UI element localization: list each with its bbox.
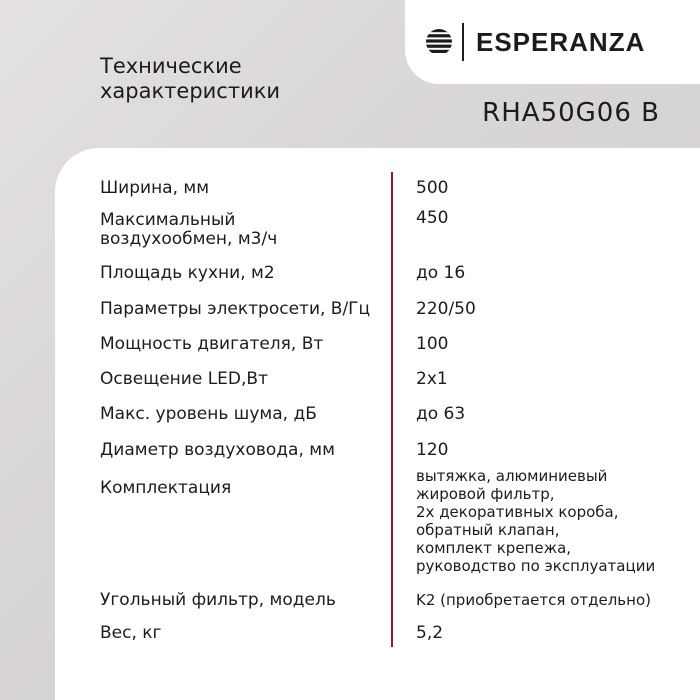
globe-stripes-icon <box>425 28 453 56</box>
spec-value-package-line-2: жировой фильтр, <box>416 485 555 503</box>
spec-value-motor-power: 100 <box>416 334 449 354</box>
brand-logo-card <box>405 0 700 84</box>
spec-label-carbon-filter: Угольный фильтр, модель <box>100 590 336 610</box>
page-title <box>100 54 280 104</box>
spec-value-package-line-4: обратный клапан, <box>416 521 560 539</box>
model-number: RHA50G06 B <box>482 98 660 128</box>
spec-label-airflow-line-1: Максимальный <box>100 210 236 230</box>
spec-value-carbon-filter: K2 (приобретается отдельно) <box>416 591 651 609</box>
spec-label-motor-power: Мощность двигателя, Вт <box>100 334 324 354</box>
page-title-line-1: Технические <box>100 54 242 78</box>
page-title-line-2: характеристики <box>100 79 281 103</box>
spec-value-noise: до 63 <box>416 404 466 424</box>
spec-label-weight: Вес, кг <box>100 623 162 643</box>
column-divider <box>391 172 393 647</box>
spec-value-airflow: 450 <box>416 208 449 228</box>
spec-value-weight: 5,2 <box>416 623 444 643</box>
spec-value-duct: 120 <box>416 440 449 460</box>
spec-value-package-line-3: 2х декоративных короба, <box>416 503 619 521</box>
brand-name: ESPERANZA <box>476 26 646 57</box>
spec-label-airflow-line-2: воздухообмен, м3/ч <box>100 229 278 249</box>
spec-label-power-supply: Параметры электросети, В/Гц <box>100 299 371 319</box>
spec-value-package-line-5: комплект крепежа, <box>416 539 572 557</box>
spec-label-led: Освещение LED,Вт <box>100 369 268 389</box>
spec-label-noise: Макс. уровень шума, дБ <box>100 404 317 424</box>
logo-divider <box>462 23 464 61</box>
spec-value-led: 2x1 <box>416 369 448 389</box>
spec-label-width: Ширина, мм <box>100 178 210 198</box>
spec-value-kitchen-area: до 16 <box>416 263 466 283</box>
spec-value-package-line-6: руководство по эксплуатации <box>416 557 656 575</box>
spec-label-package: Комплектация <box>100 478 232 498</box>
spec-label-duct: Диаметр воздуховода, мм <box>100 440 335 460</box>
spec-value-power-supply: 220/50 <box>416 299 476 319</box>
spec-value-package-line-1: вытяжка, алюминиевый <box>416 467 608 485</box>
spec-label-kitchen-area: Площадь кухни, м2 <box>100 263 275 283</box>
spec-value-width: 500 <box>416 178 449 198</box>
